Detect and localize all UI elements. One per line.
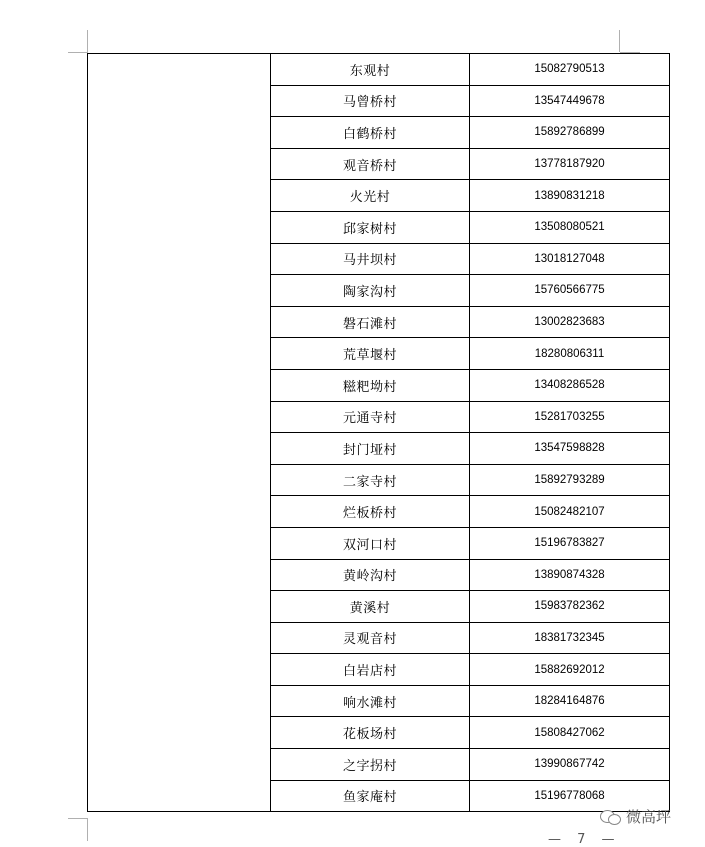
crop-mark-top-left-h — [68, 52, 88, 53]
phone-number-cell: 15281703255 — [470, 401, 670, 433]
village-name-cell: 马井坝村 — [271, 243, 470, 275]
crop-mark-top-left-v — [87, 30, 88, 52]
table-row — [88, 54, 670, 86]
phone-number-cell: 13547449678 — [470, 85, 670, 117]
phone-number-cell: 13547598828 — [470, 433, 670, 465]
village-name-cell: 二家寺村 — [271, 464, 470, 496]
phone-number-cell: 15892793289 — [470, 464, 670, 496]
phone-number-cell: 15196783827 — [470, 527, 670, 559]
village-name-cell: 花板场村 — [271, 717, 470, 749]
village-name-cell: 封门垭村 — [271, 433, 470, 465]
village-name-cell: 糍粑坳村 — [271, 369, 470, 401]
phone-number-cell: 15882692012 — [470, 654, 670, 686]
village-name-cell: 磐石滩村 — [271, 306, 470, 338]
village-name-cell: 双河口村 — [271, 527, 470, 559]
phone-number-cell: 18284164876 — [470, 685, 670, 717]
village-name-cell: 白岩店村 — [271, 654, 470, 686]
phone-number-cell: 13890874328 — [470, 559, 670, 591]
village-name-cell: 东观村 — [271, 54, 470, 86]
phone-number-cell: 15196778068 — [470, 780, 670, 812]
phone-number-cell: 13408286528 — [470, 369, 670, 401]
phone-number-cell: 15983782362 — [470, 591, 670, 623]
village-name-cell: 响水滩村 — [271, 685, 470, 717]
phone-number-cell: 13508080521 — [470, 211, 670, 243]
village-name-cell: 马曾桥村 — [271, 85, 470, 117]
village-name-cell: 灵观音村 — [271, 622, 470, 654]
village-name-cell: 荒草堰村 — [271, 338, 470, 370]
table-body — [88, 54, 670, 812]
village-contact-table — [87, 53, 670, 812]
phone-number-cell: 13990867742 — [470, 749, 670, 781]
phone-number-cell: 18381732345 — [470, 622, 670, 654]
phone-number-cell: 15808427062 — [470, 717, 670, 749]
phone-number-cell: 13778187920 — [470, 148, 670, 180]
phone-number-cell: 15760566775 — [470, 275, 670, 307]
phone-number-cell: 13890831218 — [470, 180, 670, 212]
phone-number-cell: 15082790513 — [470, 54, 670, 86]
crop-mark-bottom-left-h — [68, 818, 88, 819]
watermark-text: 微高坪 — [626, 808, 672, 826]
village-name-cell: 白鹤桥村 — [271, 117, 470, 149]
phone-number-cell: 13002823683 — [470, 306, 670, 338]
wechat-icon — [600, 808, 622, 826]
village-name-cell: 陶家沟村 — [271, 275, 470, 307]
merged-town-cell — [88, 54, 271, 812]
phone-number-cell: 18280806311 — [470, 338, 670, 370]
phone-number-cell: 15082482107 — [470, 496, 670, 528]
crop-mark-bottom-left-v — [87, 819, 88, 841]
crop-mark-top-right-v — [619, 30, 620, 52]
village-name-cell: 鱼家庵村 — [271, 780, 470, 812]
village-name-cell: 烂板桥村 — [271, 496, 470, 528]
watermark — [600, 806, 671, 827]
village-name-cell: 元通寺村 — [271, 401, 470, 433]
phone-number-cell: 13018127048 — [470, 243, 670, 275]
village-name-cell: 黄溪村 — [271, 591, 470, 623]
page-number: — 7 — — [548, 832, 621, 847]
village-name-cell: 观音桥村 — [271, 148, 470, 180]
village-name-cell: 之字拐村 — [271, 749, 470, 781]
village-name-cell: 邱家树村 — [271, 211, 470, 243]
village-name-cell: 火光村 — [271, 180, 470, 212]
village-name-cell: 黄岭沟村 — [271, 559, 470, 591]
phone-number-cell: 15892786899 — [470, 117, 670, 149]
